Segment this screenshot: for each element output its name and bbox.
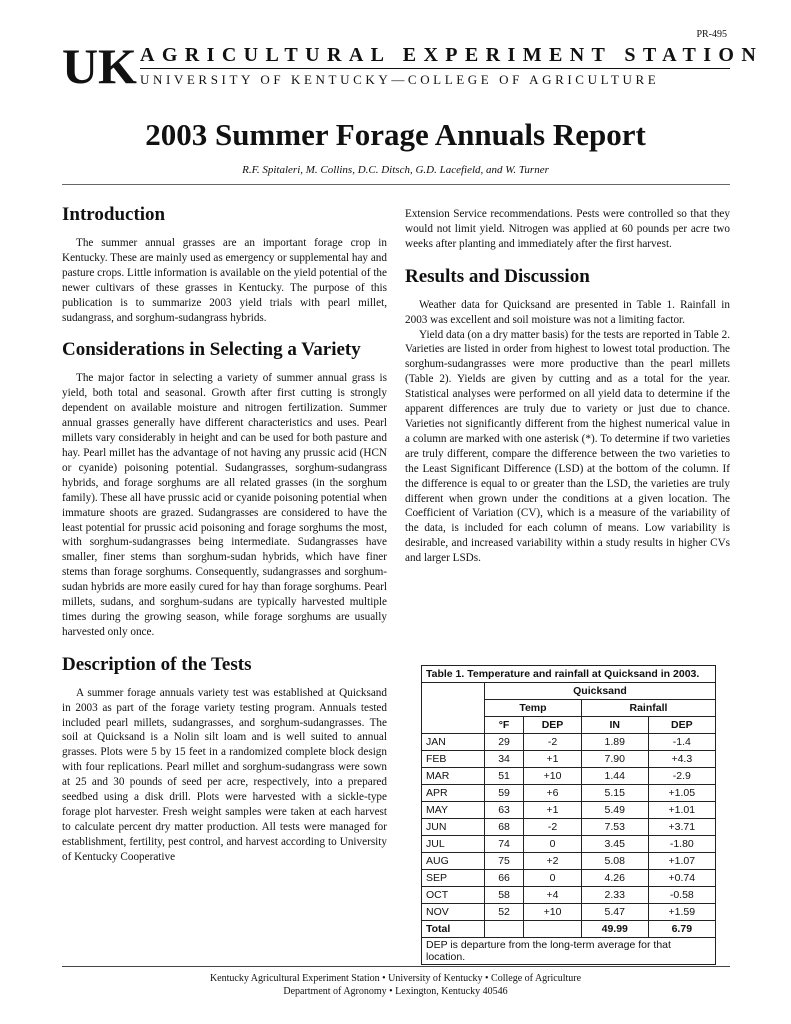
table-row	[422, 836, 716, 853]
right-column	[405, 207, 730, 566]
table-row	[422, 802, 716, 819]
intro-paragraph: The summer annual grasses are an important forage crop in Kentucky. These are mainly used as emergency or supplemental hay and pasture crops. Little information is available on the yield potential of the newer cultivars of these grasses in Kentucky. The purpose of this publication is to summarize 2003 yield trials with pearl millet, sudangrass, and sorghum-sudangrass hybrids.	[62, 237, 387, 324]
table-value-cell: 75	[484, 853, 523, 870]
table-value-cell: +1.59	[648, 904, 715, 921]
header-rule	[140, 68, 730, 69]
report-title: 2003 Summer Forage Annuals Report	[145, 117, 646, 152]
footer-line-1: Kentucky Agricultural Experiment Station • University of Kentucky • College of Agriculture	[209, 973, 582, 984]
table-value-cell: 5.15	[581, 785, 648, 802]
table-value-cell: +1	[524, 802, 582, 819]
description-paragraph-cont: Extension Service recommendations. Pests were controlled so that they would not limit yield. Nitrogen was applied at 60 pounds per acre two weeks after planting and immediately after the first harvest.	[405, 208, 730, 250]
table-value-cell: +1.05	[648, 785, 715, 802]
table-value-cell: 3.45	[581, 836, 648, 853]
table-value-cell: -1.4	[648, 734, 715, 751]
results-paragraph-2: Yield data (on a dry matter basis) for the tests are reported in Table 2. Varieties are listed in order from highest to lowest total production. The sorghum-sudangrasses were more productive than the pearl millets (Table 2). Yields are given by cutting and as a total for the year. Statistical analyses were performed on all yield data to determine if the apparent differences are truly due to variety or just due to chance. Varieties not significantly different from the highest numerical value in a column are marked with one asterisk (*). To determine if two varieties are truly different, compare the difference between the two varieties to the Least Significant Difference (LSD) at the bottom of the column. If the difference is equal to or greater than the LSD, the varieties are truly different when grown under the conditions at a given location. The Coefficient of Variation (CV), which is a measure of the variability of the data, is included for each column of means. Low variability is desirable, and increased variability within a study results in higher CVs and larger LSDs.	[405, 328, 730, 565]
table-location-header: Quicksand	[484, 683, 715, 700]
table-month-cell: NOV	[422, 904, 485, 921]
table-value-cell: -0.58	[648, 887, 715, 904]
table-value-cell: 74	[484, 836, 523, 853]
left-column	[62, 204, 387, 865]
table-subheader: °F	[484, 717, 523, 734]
uk-logo	[62, 38, 137, 94]
table-month-cell: JUL	[422, 836, 485, 853]
table-value-cell: 51	[484, 768, 523, 785]
table-value-cell: 0	[524, 870, 582, 887]
table-value-cell: -2	[524, 819, 582, 836]
table-month-cell: AUG	[422, 853, 485, 870]
table-value-cell: +4	[524, 887, 582, 904]
logo-letter-u: U	[62, 38, 96, 94]
results-heading: Results and Discussion	[405, 265, 590, 287]
table-value-cell: +2	[524, 853, 582, 870]
table-total-rain: 49.99	[581, 921, 648, 938]
table-rain-header: Rainfall	[581, 700, 715, 717]
table-value-cell: 52	[484, 904, 523, 921]
table-row	[422, 768, 716, 785]
table-month-cell: MAR	[422, 768, 485, 785]
table-value-cell: 4.26	[581, 870, 648, 887]
table-row	[422, 785, 716, 802]
table-month-cell: FEB	[422, 751, 485, 768]
station-name: AGRICULTURAL EXPERIMENT STATION	[140, 44, 764, 66]
table-subheader: IN	[581, 717, 648, 734]
table-value-cell: 29	[484, 734, 523, 751]
table-subheader: DEP	[524, 717, 582, 734]
document-number: PR-495	[696, 29, 727, 40]
table-value-cell: 66	[484, 870, 523, 887]
table-row	[422, 870, 716, 887]
table-subheader: DEP	[648, 717, 715, 734]
table-row	[422, 751, 716, 768]
description-heading: Description of the Tests	[62, 653, 252, 675]
table-value-cell: 5.47	[581, 904, 648, 921]
table-row	[422, 887, 716, 904]
table-value-cell: +6	[524, 785, 582, 802]
table-value-cell: +10	[524, 904, 582, 921]
table-row	[422, 819, 716, 836]
table-month-cell: OCT	[422, 887, 485, 904]
table-note: DEP is departure from the long-term average for that location.	[422, 938, 716, 965]
table-value-cell: 1.44	[581, 768, 648, 785]
table-value-cell: +0.74	[648, 870, 715, 887]
table-month-cell: JUN	[422, 819, 485, 836]
table-value-cell: +4.3	[648, 751, 715, 768]
university-name: UNIVERSITY OF KENTUCKY—COLLEGE OF AGRICULTURE	[140, 72, 660, 87]
table-row	[422, 904, 716, 921]
table-value-cell: 5.08	[581, 853, 648, 870]
table-value-cell: 58	[484, 887, 523, 904]
table-1-weather	[421, 665, 716, 965]
table-value-cell: 0	[524, 836, 582, 853]
intro-heading: Introduction	[62, 204, 166, 225]
table-month-cell: SEP	[422, 870, 485, 887]
description-paragraph: A summer forage annuals variety test was established at Quicksand in 2003 as part of the forage variety testing program. Annuals tested included pearl millets, sudangrasses, and sorghum-sudangrasses. The soil at Quicksand is a Nolin silt loam and is well suited to annual grasses. Plots were 5 by 15 feet in a randomized complete block design with four replications. Pearl millet and sorghum-sudangrass were sown at 25 and 30 pounds of seed per acre, respectively, into a prepared seedbed using a disk drill. Plots were harvested with a sickle-type forage plot harvester. Fresh weight samples were taken at each harvest to calculate percent dry matter production. All tests were managed for establishment, fertility, pest control, and harvest according to University of Kentucky Cooperative	[62, 686, 387, 863]
results-paragraph-1: Weather data for Quicksand are presented in Table 1. Rainfall in 2003 was excellent and soil moisture was not a limiting factor.	[405, 298, 730, 326]
table-value-cell: -2	[524, 734, 582, 751]
table-value-cell: 2.33	[581, 887, 648, 904]
authors: R.F. Spitaleri, M. Collins, D.C. Ditsch, G.D. Lacefield, and W. Turner	[242, 164, 549, 176]
table-row	[422, 853, 716, 870]
table-value-cell: +3.71	[648, 819, 715, 836]
table-month-cell: MAY	[422, 802, 485, 819]
table-month-cell: JAN	[422, 734, 485, 751]
table-temp-header: Temp	[484, 700, 581, 717]
table-value-cell: 68	[484, 819, 523, 836]
table-value-cell: +1	[524, 751, 582, 768]
table-caption: Table 1. Temperature and rainfall at Quicksand in 2003.	[422, 666, 716, 683]
table-value-cell: +10	[524, 768, 582, 785]
table-total-label: Total	[422, 921, 485, 938]
footer-line-2: Department of Agronomy • Lexington, Kentucky 40546	[283, 986, 508, 997]
title-rule	[62, 184, 730, 185]
table-value-cell: 7.53	[581, 819, 648, 836]
table-value-cell: 7.90	[581, 751, 648, 768]
table-value-cell: -2.9	[648, 768, 715, 785]
table-value-cell: -1.80	[648, 836, 715, 853]
table-value-cell: 34	[484, 751, 523, 768]
table-total-dep: 6.79	[648, 921, 715, 938]
table-value-cell: 63	[484, 802, 523, 819]
considerations-paragraph: The major factor in selecting a variety of summer annual grass is yield, both total and seasonal. Growth after first cutting is strongly dependent on available moisture and nitrogen fertilization. Summer annual grasses generally have different characteristics and uses. Pearl millets vary considerably in height and can be used for both pasture and hay. Pearl millet has the advantage of not having any prussic acid (HCN or cyanide) poisoning potential. Sudangrasses, sorghum-sudangrass hybrids, and forage sorghums are all related grasses (in the sorghum family). These all have prussic acid or cyanide poisoning potential when immature shoots are grazed. Sudangrasses are considered to have the least potential for prussic acid poisoning and forage sorghums the most, with sorghum-sudangrasses being intermediate. Sudangrasses have smaller, finer stems than sorghum-sudan hybrids, which have finer stems than forage sorghums. Consequently, sudangrasses and sorghum-sudan hybrids are more easily cured for hay than forage sorghums. Pearl millets, sudans, and sorghum-sudans are typically harvested multiple times during the growing season, while forage sorghums are usually harvested only once.	[62, 372, 387, 638]
considerations-heading: Considerations in Selecting a Variety	[62, 339, 361, 361]
table-cell-empty	[524, 921, 582, 938]
table-cell-empty	[484, 921, 523, 938]
table-value-cell: 59	[484, 785, 523, 802]
table-value-cell: 5.49	[581, 802, 648, 819]
table-value-cell: +1.07	[648, 853, 715, 870]
logo-letter-k: K	[98, 38, 137, 94]
table-row	[422, 734, 716, 751]
table-corner	[422, 683, 485, 734]
table-value-cell: 1.89	[581, 734, 648, 751]
table-value-cell: +1.01	[648, 802, 715, 819]
footer-rule	[62, 966, 730, 967]
table-month-cell: APR	[422, 785, 485, 802]
